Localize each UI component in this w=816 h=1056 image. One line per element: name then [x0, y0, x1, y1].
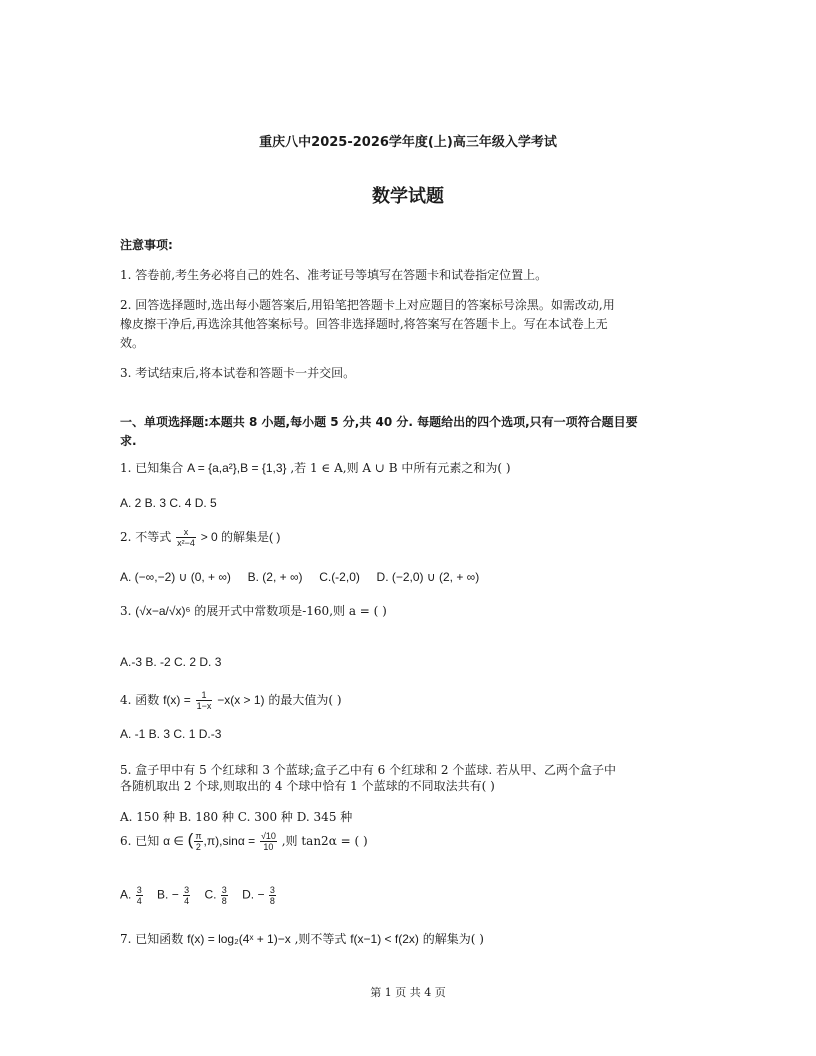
q2-suffix: > 0 的解集是( )	[200, 530, 281, 544]
q6-option-a-denominator: 4	[136, 896, 142, 906]
q3-suffix: 的展开式中常数项是-160,则 a = ( )	[194, 604, 387, 618]
notice-item-2-line-3: 效。	[120, 336, 145, 350]
q4-fraction-denominator: 1−x	[196, 701, 212, 711]
notice-item-2-line-2: 橡皮擦干净后,再选涂其他答案标号。回答非选择题时,将答案写在答题卡上。写在本试卷上无	[120, 317, 608, 331]
q2-prefix: 2. 不等式	[120, 530, 172, 544]
q7-prefix: 7. 已知函数	[120, 932, 184, 946]
question-6	[120, 830, 368, 852]
q6-sin-fraction	[260, 831, 277, 852]
q4-fraction	[196, 690, 213, 711]
q4-fraction-numerator: 1	[196, 690, 213, 701]
notice-heading: 注意事项:	[120, 238, 173, 252]
q3-binomial-expression: (√x−a/√x)⁶	[135, 604, 191, 618]
page-footer: 第 1 页 共 4 页	[370, 986, 446, 999]
q6-interval-denominator: 2	[195, 842, 201, 852]
notice-item-3: 3. 考试结束后,将本试卷和答题卡一并交回。	[120, 366, 356, 380]
q6-option-a-label: A.	[120, 887, 132, 902]
q1-set-expression: A = {a,a²},B = {1,3}	[187, 461, 287, 475]
q2-option-a: A. (−∞,−2) ∪ (0, + ∞)	[120, 570, 231, 584]
q2-fraction-denominator: x²−4	[177, 538, 195, 548]
q6-option-c-numerator: 3	[221, 885, 227, 895]
q5-line-2: 各随机取出 2 个球,则取出的 4 个球中恰有 1 个蓝球的不同取法共有( )	[120, 779, 495, 793]
q2-option-b: B. (2, + ∞)	[247, 570, 303, 584]
q2-fraction-numerator: x	[176, 527, 196, 538]
q6-open-paren-icon: (	[187, 830, 194, 849]
notice-item-1: 1. 答卷前,考生务必将自己的姓名、准考证号等填写在答题卡和试卷指定位置上。	[120, 268, 548, 282]
q6-option-c-denominator: 8	[221, 896, 227, 906]
q6-option-a-fraction	[136, 885, 143, 906]
q3-prefix: 3.	[120, 604, 132, 618]
q1-prefix: 1. 已知集合	[120, 461, 184, 475]
q5-line-1: 5. 盒子甲中有 5 个红球和 3 个蓝球;盒子乙中有 6 个红球和 2 个蓝球. 若从甲、乙两个盒子中	[120, 763, 616, 777]
subject-title: 数学试题	[372, 186, 444, 207]
q2-options	[120, 570, 479, 584]
exam-title: 重庆八中2025-2026学年度(上)高三年级入学考试	[259, 135, 557, 150]
q6-option-b-denominator: 4	[184, 896, 190, 906]
q4-suffix: 的最大值为( )	[268, 693, 342, 707]
q6-option-c-fraction	[221, 885, 228, 906]
q7-middle: ,则不等式	[294, 932, 347, 946]
q6-option-b-label: B. −	[157, 887, 179, 902]
question-3	[120, 602, 387, 619]
section-1-heading-line-2: 求.	[120, 434, 137, 448]
question-4	[120, 690, 342, 711]
notice-item-2-line-1: 2. 回答选择题时,选出每小题答案后,用铅笔把答题卡上对应题目的答案标号涂黑。如需改动,用	[120, 298, 615, 312]
q2-option-c: C.(-2,0)	[319, 570, 360, 584]
question-7	[120, 930, 484, 947]
q6-expression-left: α ∈	[163, 834, 184, 848]
q5-options: A. 150 种 B. 180 种 C. 300 种 D. 345 种	[120, 810, 353, 824]
section-1-heading-line-1: 一、单项选择题:本题共 8 小题,每小题 5 分,共 40 分. 每题给出的四个选项,只有一项符合题目要	[120, 415, 638, 429]
q2-option-d: D. (−2,0) ∪ (2, + ∞)	[376, 570, 480, 584]
q6-sin-denominator: 10	[263, 842, 274, 852]
q4-options: A. -1 B. 3 C. 1 D.-3	[120, 727, 222, 741]
q2-fraction	[176, 527, 196, 548]
q6-options	[120, 885, 277, 906]
q4-prefix: 4. 函数	[120, 693, 160, 707]
q6-option-d-fraction	[269, 885, 276, 906]
q6-interval-numerator: π	[195, 831, 202, 841]
q3-options: A.-3 B. -2 C. 2 D. 3	[120, 655, 222, 669]
q6-option-d-numerator: 3	[269, 885, 275, 895]
q6-option-a-numerator: 3	[136, 885, 142, 895]
q6-option-d-label: D. −	[242, 887, 265, 902]
q6-option-b-fraction	[183, 885, 190, 906]
q6-option-b-numerator: 3	[184, 885, 190, 895]
q6-option-c-label: C.	[204, 887, 217, 902]
q6-option-d-denominator: 8	[269, 896, 275, 906]
q1-options: A. 2 B. 3 C. 4 D. 5	[120, 496, 217, 510]
question-2	[120, 527, 280, 548]
q7-function-expression: f(x) = log₂(4ˣ + 1)−x	[187, 932, 291, 946]
q7-inequality: f(x−1) < f(2x)	[350, 932, 419, 946]
question-1	[120, 459, 511, 476]
q6-interval-right: ,π),sinα =	[203, 834, 256, 848]
q1-suffix: ,若 1 ∈ A,则 A ∪ B 中所有元素之和为( )	[290, 461, 511, 475]
q4-expression-right: −x(x > 1)	[217, 693, 265, 707]
q7-suffix: 的解集为( )	[422, 932, 484, 946]
q6-sin-numerator: √10	[260, 831, 276, 841]
q6-prefix: 6. 已知	[120, 834, 160, 848]
q4-expression-left: f(x) =	[163, 693, 191, 707]
q6-interval-fraction	[194, 831, 202, 852]
q6-suffix: ,则 tan2α = ( )	[281, 834, 368, 848]
